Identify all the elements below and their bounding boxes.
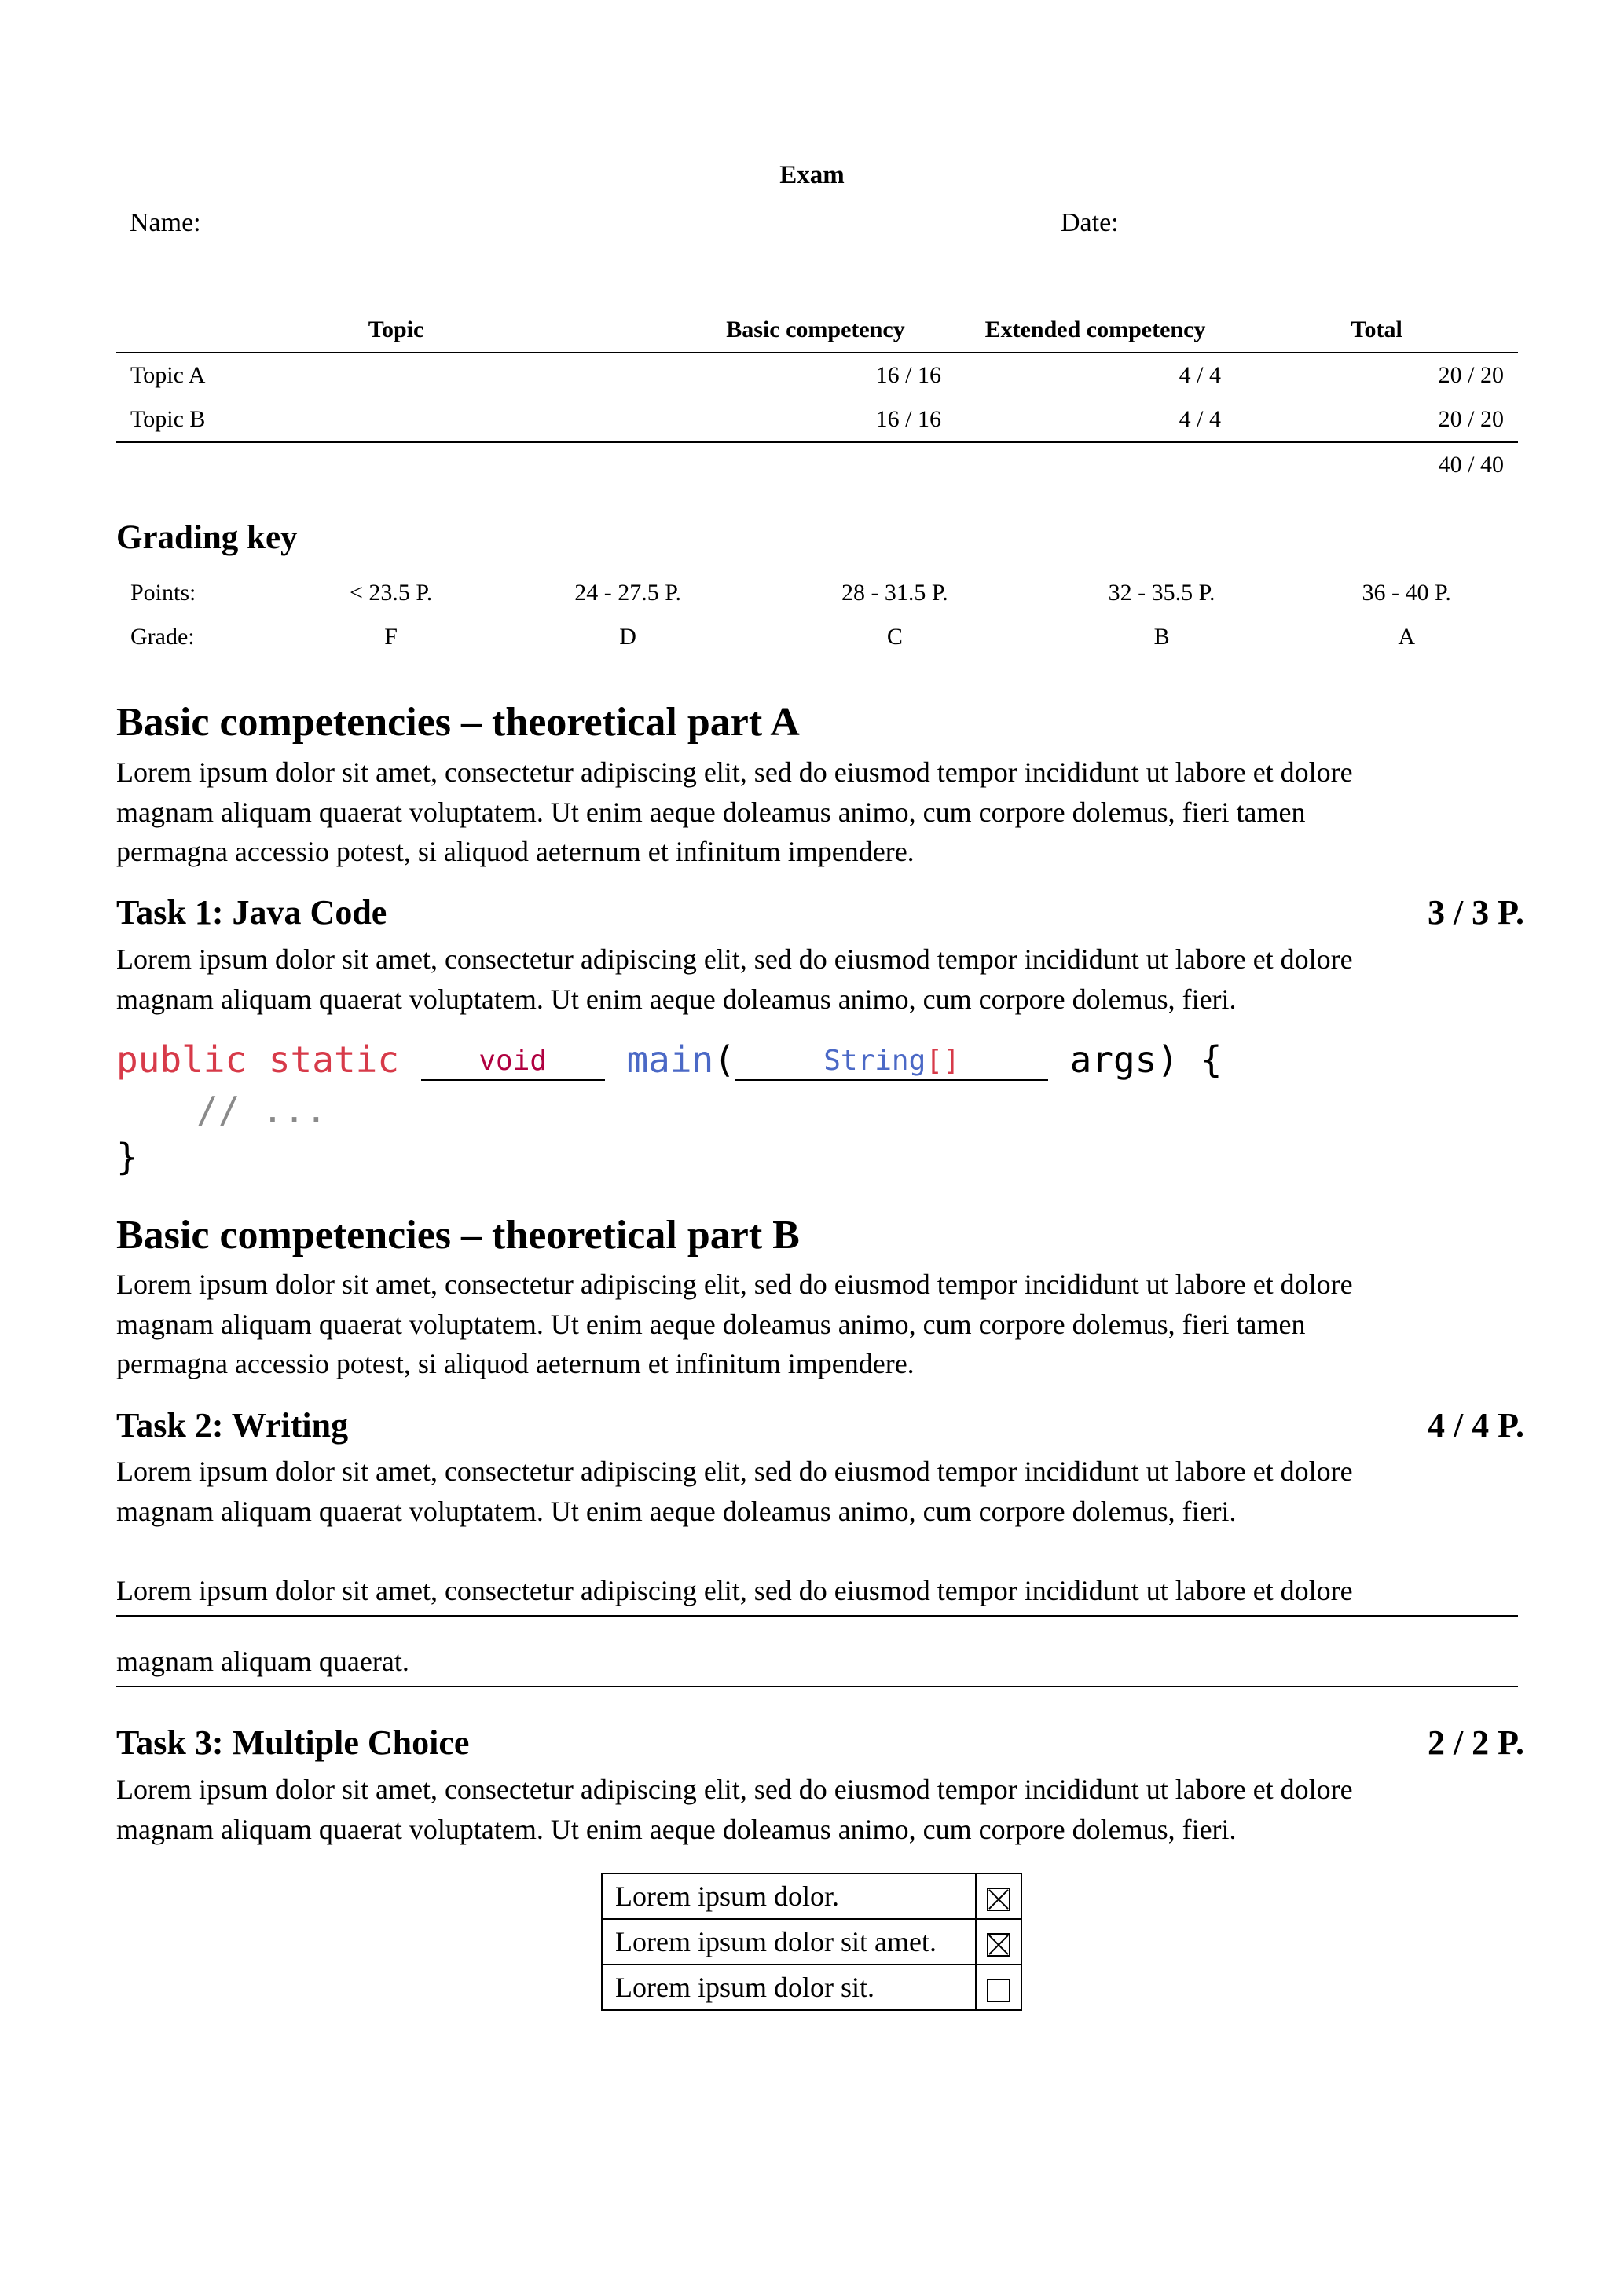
text-line: magnam aliquam quaerat voluptatem. Ut enim aeque doleamus animo, cum corpore dolemus, fieri. [116,1813,1237,1845]
choice-row [602,1919,1021,1965]
text-line: permagna accessio potest, si aliquod aeternum et infinitum impendere. [116,1348,915,1379]
code-closing-brace: } [116,1136,138,1178]
task-3-text [116,1770,1531,1849]
grade-label: Grade: [130,624,195,650]
header-basic-competency: Basic competency [726,317,905,342]
grand-total-cell: 40 / 40 [1438,452,1504,478]
grade-value: B [1153,624,1170,650]
table-row [116,397,1518,442]
grand-total-row [116,442,1518,487]
points-summary-table [116,308,1518,487]
text-line: Lorem ipsum dolor sit amet, consectetur adipiscing elit, sed do eiusmod tempor incididunt ut labore et dolore [116,1456,1353,1487]
header-extended-competency: Extended competency [984,317,1206,342]
grade-value: A [1398,624,1416,650]
points-label: Points: [130,580,196,606]
extended-points-cell: 4 / 4 [1179,362,1221,388]
text-line: magnam aliquam quaerat voluptatem. Ut enim aeque doleamus animo, cum corpore dolemus, fieri. [116,983,1237,1015]
grades-row [116,615,1518,659]
points-range: 28 - 31.5 P. [841,580,948,606]
total-points-cell: 20 / 20 [1438,406,1504,432]
table-header-row [116,308,1518,353]
code-answer-param-type[interactable] [735,1043,1048,1081]
points-range: 36 - 40 P. [1362,580,1451,606]
grade-value: D [619,624,636,650]
grade-value: C [886,624,903,650]
section-a-text [116,753,1531,872]
code-comment: // ... [196,1089,328,1131]
section-b-heading: Basic competencies – theoretical part B [116,1213,800,1258]
checkbox-icon[interactable] [987,1933,1010,1957]
task-1-points: 3 / 3 P. [1427,893,1524,932]
grade-value: F [384,624,398,650]
exam-title: Exam [779,161,845,189]
text-line: Lorem ipsum dolor sit amet, consectetur adipiscing elit, sed do eiusmod tempor incididunt ut labore et dolore [116,943,1353,975]
total-points-cell: 20 / 20 [1438,362,1504,388]
points-range: 32 - 35.5 P. [1108,580,1215,606]
extended-points-cell: 4 / 4 [1179,406,1221,432]
task-3-points: 2 / 2 P. [1427,1723,1524,1762]
text-line: Lorem ipsum dolor sit amet, consectetur adipiscing elit, sed do eiusmod tempor incididunt ut labore et dolore [116,756,1353,788]
code-answer-string: String [823,1045,926,1077]
code-answer-return-type[interactable]: void [421,1043,605,1081]
text-line: permagna accessio potest, si aliquod aeternum et infinitum impendere. [116,836,915,867]
basic-points-cell: 16 / 16 [875,406,941,432]
choice-text: Lorem ipsum dolor. [602,1873,976,1919]
basic-points-cell: 16 / 16 [875,362,941,388]
code-keywords: public static [116,1038,400,1081]
header-total: Total [1351,317,1402,342]
multiple-choice-table [601,1873,1022,2011]
text-line: magnam aliquam quaerat voluptatem. Ut enim aeque doleamus animo, cum corpore dolemus, fieri tamen [116,1308,1306,1340]
points-range: 24 - 27.5 P. [574,580,682,606]
checkbox-icon[interactable] [987,1979,1010,2002]
checkbox-icon[interactable] [987,1888,1010,1911]
task-2-text [116,1452,1531,1531]
choice-text: Lorem ipsum dolor sit. [602,1965,976,2010]
choice-row [602,1873,1021,1919]
section-b-text [116,1265,1531,1384]
answer-line[interactable]: magnam aliquam quaerat. [116,1642,1518,1687]
code-answer-brackets: [] [926,1045,960,1077]
code-paren: ( [713,1038,735,1081]
task-1-title: Task 1: Java Code [116,893,387,932]
choice-row [602,1965,1021,2010]
task-1-text [116,939,1531,1019]
grading-key-table [116,571,1518,659]
choice-text: Lorem ipsum dolor sit amet. [602,1919,976,1965]
topic-cell: Topic A [130,362,206,388]
section-a-heading: Basic competencies – theoretical part A [116,700,800,745]
date-label: Date: [1061,208,1119,237]
name-label: Name: [130,208,201,237]
topic-cell: Topic B [130,406,206,432]
task-2-points: 4 / 4 P. [1427,1406,1524,1445]
text-line: magnam aliquam quaerat voluptatem. Ut enim aeque doleamus animo, cum corpore dolemus, fieri. [116,1495,1237,1527]
grading-key-heading: Grading key [116,519,298,556]
answer-line[interactable]: Lorem ipsum dolor sit amet, consectetur adipiscing elit, sed do eiusmod tempor incididunt ut labore et dolore [116,1571,1518,1617]
text-line: Lorem ipsum dolor sit amet, consectetur adipiscing elit, sed do eiusmod tempor incididunt ut labore et dolore [116,1774,1353,1805]
code-rest: args) { [1069,1038,1223,1081]
table-row [116,353,1518,397]
code-method-name: main [626,1038,714,1081]
task-2-title: Task 2: Writing [116,1406,349,1445]
code-line-1 [116,1038,1223,1081]
points-row [116,571,1518,615]
points-range: < 23.5 P. [349,580,433,606]
header-topic: Topic [368,317,424,342]
text-line: Lorem ipsum dolor sit amet, consectetur adipiscing elit, sed do eiusmod tempor incididunt ut labore et dolore [116,1269,1353,1300]
text-line: magnam aliquam quaerat voluptatem. Ut enim aeque doleamus animo, cum corpore dolemus, fieri tamen [116,796,1306,828]
task-3-title: Task 3: Multiple Choice [116,1723,470,1762]
